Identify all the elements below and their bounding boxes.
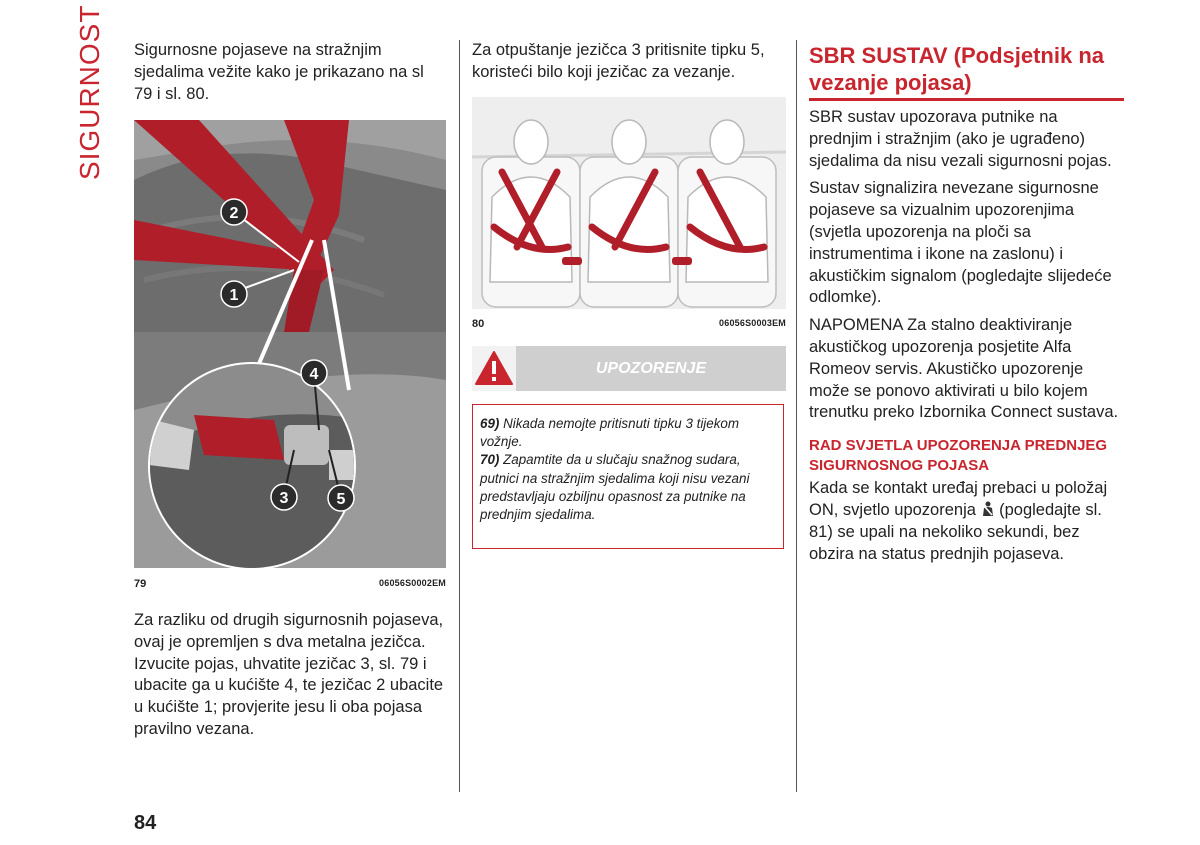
section-tab: [72, 4, 108, 180]
figure-80-number: 80: [472, 318, 485, 330]
callout-4: [301, 360, 327, 386]
warning-item-number: 70): [480, 452, 500, 468]
column-1-body: [134, 610, 446, 741]
col3-paragraph-4-end: (pogledajte sl. 81) se upali na nekoliko sekundi, bez obzira na status prednjih pojaseva.: [809, 500, 1102, 563]
col3-paragraph-3: NAPOMENA Za stalno deaktiviranje akustičkog upozorenja posjetite Alfa Romeov servis. Akustičko upozorenje može se ponovo aktivirati u bilo kojem trenutku preko Izbornika Connect sustava.: [809, 316, 1119, 422]
col1-body: Za razliku od drugih sigurnosnih pojaseva, ovaj je opremljen s dva metalna jezičca. Izvucite pojas, uhvatite jezičac 3, sl. 79 i ubacite ga u kućište 4, te jezičac 2 ubacite u kućište 1; provjerite jesu li oba pojasa pravilno vezana.: [134, 611, 444, 738]
col3-paragraph-1: SBR sustav upozorava putnike na prednjim i stražnjim (ako je ugrađeno) sjedalima da nisu vezali sigurnosni pojas.: [809, 108, 1112, 170]
warning-item: [480, 415, 773, 451]
section-heading: SBR SUSTAV (Podsjetnik na vezanje pojasa): [809, 42, 1124, 101]
callout-5: [328, 485, 354, 511]
figure-80-caption: [472, 318, 786, 330]
section-tab-label: SIGURNOST: [74, 4, 105, 180]
column-divider: [459, 40, 460, 792]
col3-paragraph-2: Sustav signalizira nevezane sigurnosne pojaseve sa vizualnim upozorenjima (svjetla upozorenja na ploči sa instrumentima i ikone na zaslonu) i akustičkim signalom (pogledajte slijedeće odlomke).: [809, 179, 1112, 307]
subsection-heading: RAD SVJETLA UPOZORENJA PREDNJEG SIGURNOSNOG POJASA: [809, 437, 1108, 475]
callout-1: [221, 281, 247, 307]
svg-text:4: 4: [309, 366, 319, 383]
warning-item-number: 69): [480, 416, 500, 431]
figure-79: [134, 120, 446, 568]
column-divider: [796, 40, 797, 792]
figure-80-code: 06056S0003EM: [719, 318, 786, 328]
warning-item-text: Nikada nemojte pritisnuti tipku 3 tijekom vožnje.: [480, 416, 740, 450]
figure-79-number: 79: [134, 578, 147, 590]
col2-intro: Za otpuštanje jezičca 3 pritisnite tipku 5, koristeći bilo koji jezičac za vezanje.: [472, 41, 765, 81]
figure-79-illustration: [134, 120, 446, 568]
page-number: 84: [134, 812, 157, 834]
warning-header: [472, 346, 786, 391]
col3-paragraph-4: [809, 478, 1124, 565]
figure-80: [472, 97, 786, 309]
svg-text:3: 3: [279, 490, 289, 507]
col3-paragraph-4-start: Kada se kontakt uređaj prebaci u položaj ON, svjetlo upozorenja: [809, 479, 1108, 519]
warning-box: [472, 404, 784, 549]
figure-80-illustration: [472, 97, 786, 309]
column-1: [134, 40, 446, 105]
seatbelt-icon: [981, 501, 995, 517]
callout-3: [271, 484, 297, 510]
warning-triangle-icon: [472, 346, 516, 391]
col1-intro: Sigurnosne pojaseve na stražnjim sjedalima vežite kako je prikazano na sl 79 i sl. 80.: [134, 41, 424, 103]
figure-79-code: 06056S0002EM: [379, 578, 446, 588]
warning-item: [480, 451, 773, 524]
figure-79-caption: [134, 578, 446, 590]
column-2: [472, 40, 786, 84]
warning-title: UPOZORENJE: [595, 360, 707, 377]
callout-2: [221, 199, 247, 225]
svg-text:2: 2: [229, 205, 239, 222]
svg-text:5: 5: [336, 491, 346, 508]
warning-item-text: Zapamtite da u slučaju snažnog sudara, putnici na stražnjim sjedalima koji nisu vezani predstavljaju ozbiljnu opasnost za putnike na prednjim sjedalima.: [480, 452, 750, 523]
column-3: [809, 107, 1124, 565]
svg-text:1: 1: [229, 287, 239, 304]
